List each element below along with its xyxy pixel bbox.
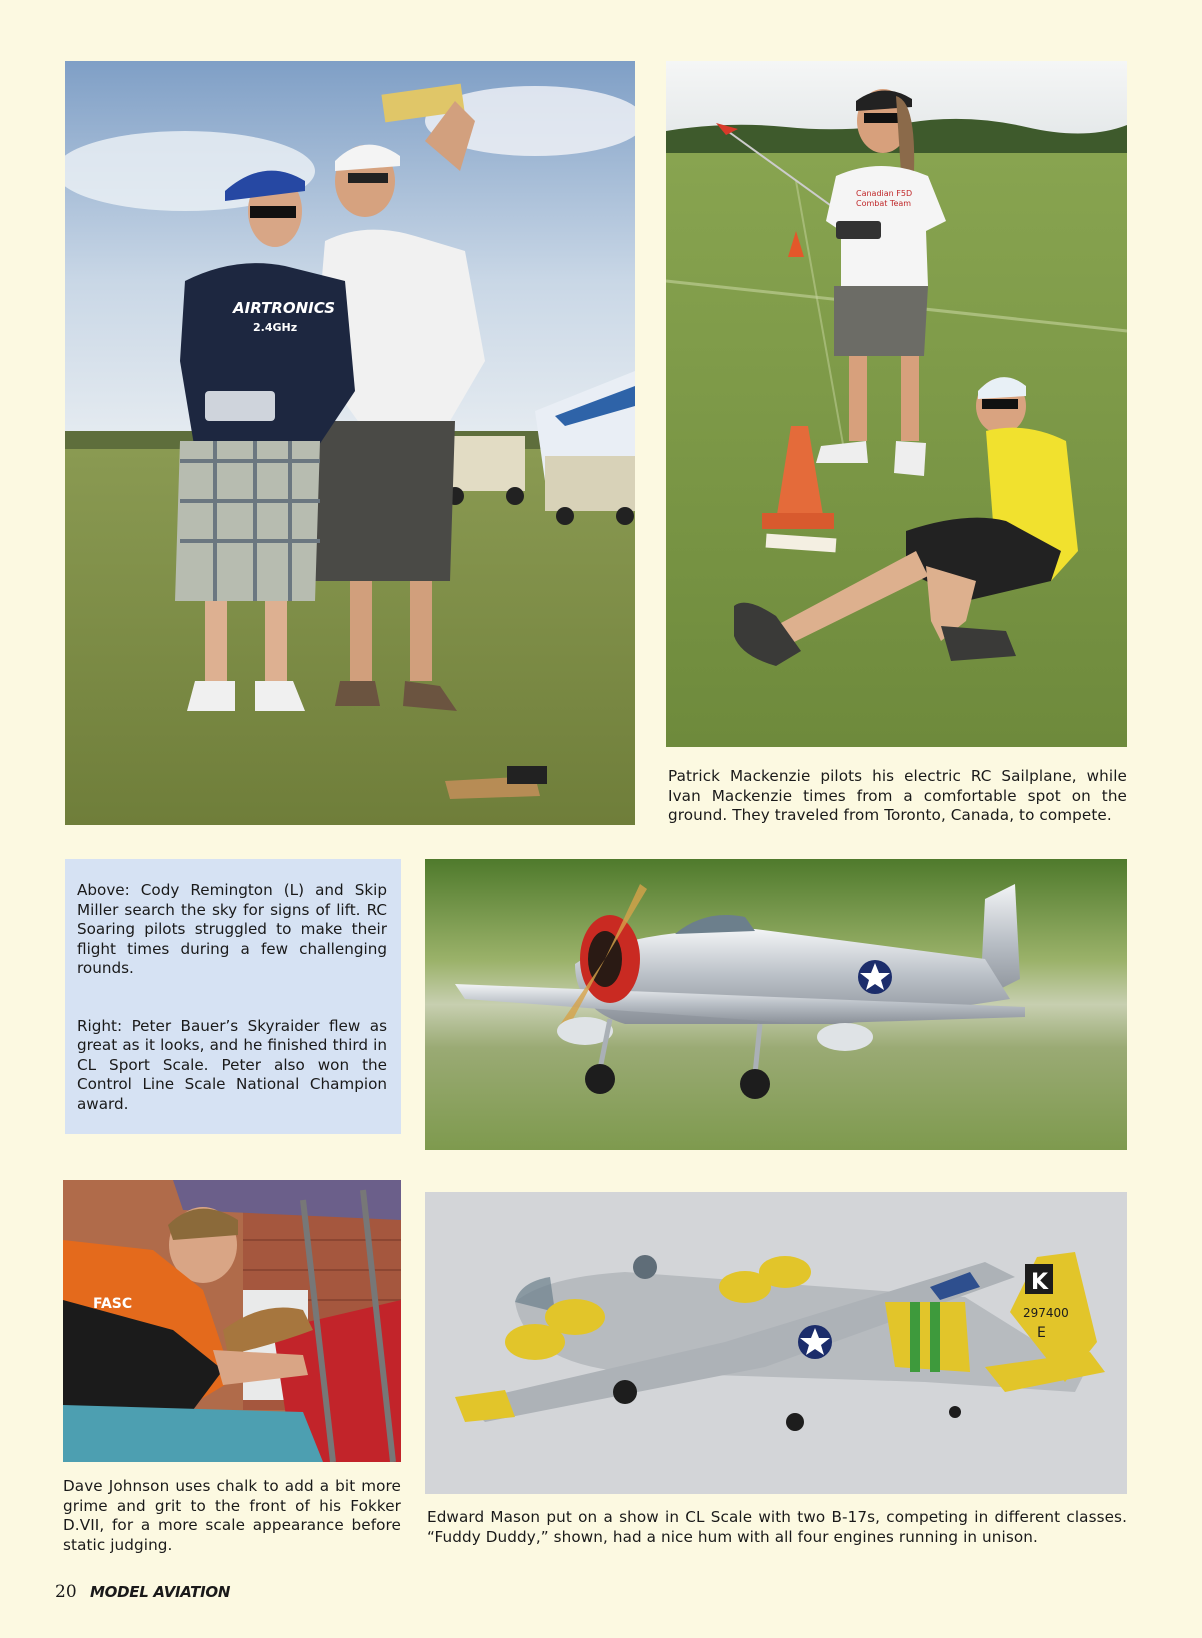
- shirt-text: AIRTRONICS: [233, 299, 336, 317]
- shirt-subtext-2: Combat Team: [856, 199, 912, 208]
- jersey-text: FASC: [93, 1296, 133, 1312]
- page-footer: [55, 1582, 230, 1602]
- caption-text: Patrick Mackenzie pilots his electric RC Sailplane, while Ivan Mackenzie times from a comfortable spot on the ground. They traveled from Toronto, Canada, to compete.: [668, 767, 1127, 824]
- caption-text: Dave Johnson uses chalk to add a bit more grime and grit to the front of his Fokker D.VII, for a more scale appearance before static judging.: [63, 1477, 401, 1554]
- shirt-text-2: Canadian F5D: [856, 189, 913, 198]
- caption-bauer: Right: Peter Bauer’s Skyraider flew as great as it looks, and he finished third in CL Sport Scale. Peter also won the Control Line Scale National Champion award.: [77, 1016, 387, 1113]
- caption-text: Edward Mason put on a show in CL Scale with two B-17s, competing in different classes. “Fuddy Duddy,” shown, had a nice hum with all four engines running in unison.: [427, 1508, 1127, 1546]
- tail-letter-2: E: [1037, 1325, 1046, 1341]
- caption-remington: Above: Cody Remington (L) and Skip Miller search the sky for signs of lift. RC Soaring pilots struggled to make their flight times during a few challenging rounds.: [77, 881, 387, 977]
- photo-fokker-chalk: [63, 1180, 401, 1462]
- photo-soaring-pilots: [65, 61, 635, 825]
- page-number: 20: [55, 1582, 77, 1602]
- tail-number: 297400: [1023, 1306, 1069, 1320]
- caption-mackenzie: [668, 767, 1127, 826]
- caption-mason: [427, 1508, 1127, 1547]
- magazine-name: MODEL AVIATION: [90, 1583, 231, 1601]
- caption-johnson: [63, 1477, 401, 1555]
- photo-skyraider: [425, 859, 1127, 1150]
- photo-mackenzie-sailplane: [666, 61, 1127, 747]
- photo-b17: [425, 1192, 1127, 1494]
- caption-box: [65, 859, 401, 1134]
- tail-letter: K: [1031, 1270, 1049, 1295]
- shirt-subtext: 2.4GHz: [253, 321, 298, 334]
